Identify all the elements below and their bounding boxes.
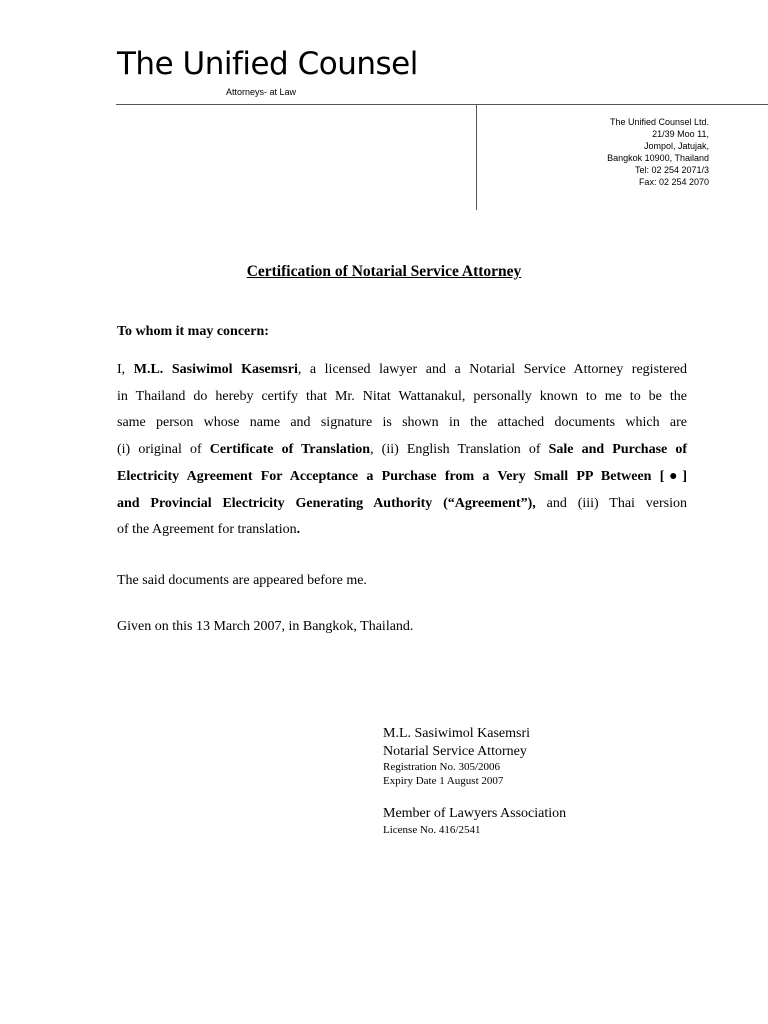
header-horizontal-rule [116,104,768,105]
document-title-text: Certification of Notarial Service Attorney [246,263,522,280]
header-vertical-rule [476,104,477,210]
signer-role: Notarial Service Attorney [383,744,527,759]
body-line [117,491,687,518]
license-number: License No. 416/2541 [383,824,481,836]
address-line: 21/39 Moo 11, [652,129,709,139]
given-date-paragraph: Given on this 13 March 2007, in Bangkok, Thailand. [117,619,414,634]
body-line [117,437,687,464]
address-line: Fax: 02 254 2070 [638,177,709,187]
body-line [117,357,687,384]
body-text: I, [117,362,134,377]
document-ref: and Provincial Electricity Generating Authority (“Agreement”), [117,495,536,511]
address-line: Tel: 02 254 2071/3 [634,165,709,175]
certification-body [117,357,687,544]
registration-number: Registration No. 305/2006 [383,761,501,773]
body-line: same person whose name and signature is shown in the attached documents which are [117,415,687,431]
signer-name: M.L. Sasiwimol Kasemsri [383,726,530,741]
statement-paragraph: The said documents are appeared before me. [117,573,367,588]
body-text: (i) original of [117,442,210,458]
body-text: . [296,522,301,538]
firm-tagline: Attorneys- at Law [226,87,297,97]
firm-name: The Unified Counsel [117,46,418,82]
address-line: The Unified Counsel Ltd. [609,117,709,127]
body-text: and (iii) Thai version [535,495,687,511]
address-line: Jompol, Jatujak, [643,141,709,151]
body-text: , (ii) English Translation of [370,442,549,458]
body-text: , a licensed lawyer and a Notarial Service Attorney registered [297,362,687,377]
address-line: Bangkok 10900, Thailand [607,153,709,163]
body-line [117,464,687,491]
body-text: of the Agreement for translation [117,522,297,538]
document-title [0,263,768,281]
firm-address [607,116,709,188]
document-ref: Electricity Agreement For Acceptance a Purchase from a Very Small PP Between [●] [117,468,687,484]
expiry-date: Expiry Date 1 August 2007 [383,775,504,787]
body-line [117,517,687,544]
attorney-name: M.L. Sasiwimol Kasemsri [133,362,298,377]
document-ref: Sale and Purchase of [548,442,688,458]
salutation: To whom it may concern: [117,324,269,339]
document-ref: Certificate of Translation [209,442,371,458]
association-membership: Member of Lawyers Association [383,806,567,821]
body-line: in Thailand do hereby certify that Mr. Nitat Wattanakul, personally known to me to be the [117,388,687,404]
